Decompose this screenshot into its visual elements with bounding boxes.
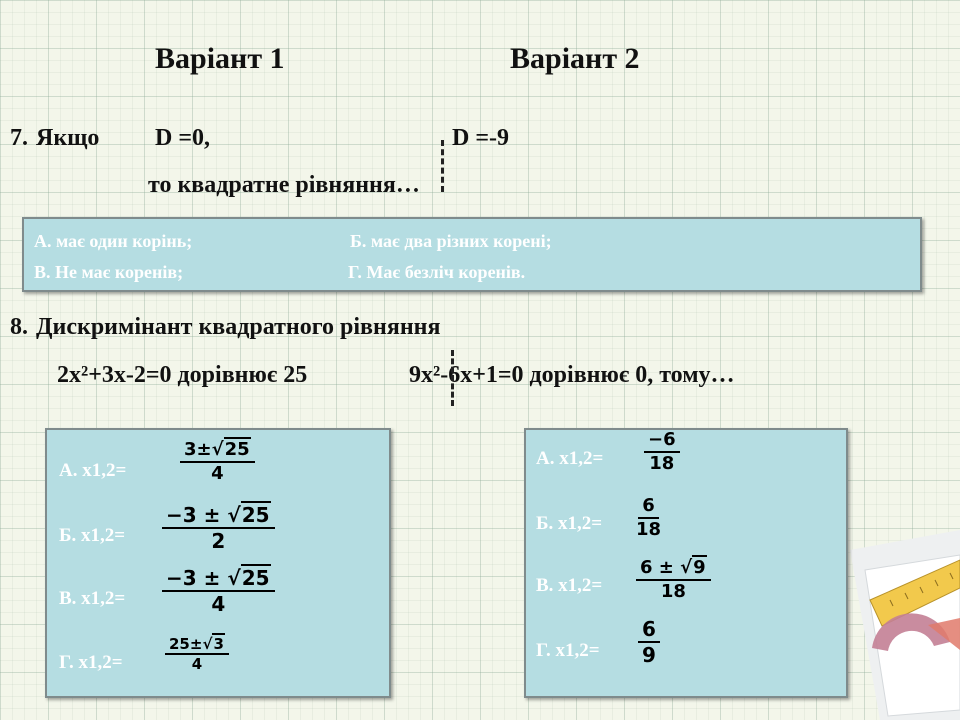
q8-number: 8.	[10, 314, 28, 340]
q8-equation-2: 9x²-6x+1=0 дорівнює 0, тому…	[409, 362, 735, 388]
q7-if-word: Якщо	[36, 125, 100, 151]
q8-right-option-b-label[interactable]: Б. x1,2=	[536, 513, 603, 534]
q8-right-option-b-formula: $\frac{6}{18}$	[636, 495, 662, 540]
q7-variant1-d: D =0,	[155, 125, 211, 151]
q8-left-option-v-label[interactable]: В. x1,2=	[59, 588, 126, 609]
q8-right-option-a-label[interactable]: А. x1,2=	[536, 448, 604, 469]
q7-number: 7.	[10, 125, 28, 151]
q7-variant2-d: D =-9	[452, 125, 509, 151]
q8-left-option-b-formula: $\frac{-3 \pm √25}{2}$	[162, 504, 275, 553]
variant-divider-q8	[451, 350, 454, 406]
q8-right-option-a-formula: $\frac{-6}{18}$	[644, 430, 680, 474]
variant-1-header: Варіант 1	[155, 42, 285, 75]
q8-right-option-v-label[interactable]: В. x1,2=	[536, 575, 603, 596]
q8-left-option-g-label[interactable]: Г. x1,2=	[59, 652, 123, 673]
q8-left-option-v-formula: $\frac{-3 \pm √25}{4}$	[162, 567, 275, 616]
q8-right-option-g-label[interactable]: Г. x1,2=	[536, 640, 600, 661]
variant-2-header: Варіант 2	[510, 42, 640, 75]
q8-left-option-a-label[interactable]: А. x1,2=	[59, 460, 127, 481]
q7-continuation: то квадратне рівняння…	[148, 172, 420, 198]
q8-left-option-b-label[interactable]: Б. x1,2=	[59, 525, 126, 546]
q8-right-option-g-formula: $\frac{6}{9}$	[638, 618, 660, 667]
q8-left-option-g-formula: $\frac{25\pm√3}{4}$	[165, 636, 229, 673]
q8-left-option-a-formula: $\frac{3\pm√25}{4}$	[180, 440, 255, 484]
q7-option-a[interactable]: А. має один корінь;	[34, 231, 193, 251]
variant-divider-q7	[441, 140, 444, 192]
q8-equation-1: 2x²+3x-2=0 дорівнює 25	[57, 362, 308, 388]
q8-right-option-v-formula: $\frac{6 \pm √9}{18}$	[636, 558, 711, 602]
q7-options-box	[22, 217, 922, 292]
q8-left-options-box	[45, 428, 391, 698]
q7-option-g[interactable]: Г. Має безліч коренів.	[348, 262, 526, 282]
q8-title: Дискримінант квадратного рівняння	[36, 314, 441, 340]
q7-option-v[interactable]: В. Не має коренів;	[34, 262, 184, 282]
q8-right-options-box	[524, 428, 848, 698]
q7-option-b[interactable]: Б. має два різних корені;	[350, 231, 552, 251]
